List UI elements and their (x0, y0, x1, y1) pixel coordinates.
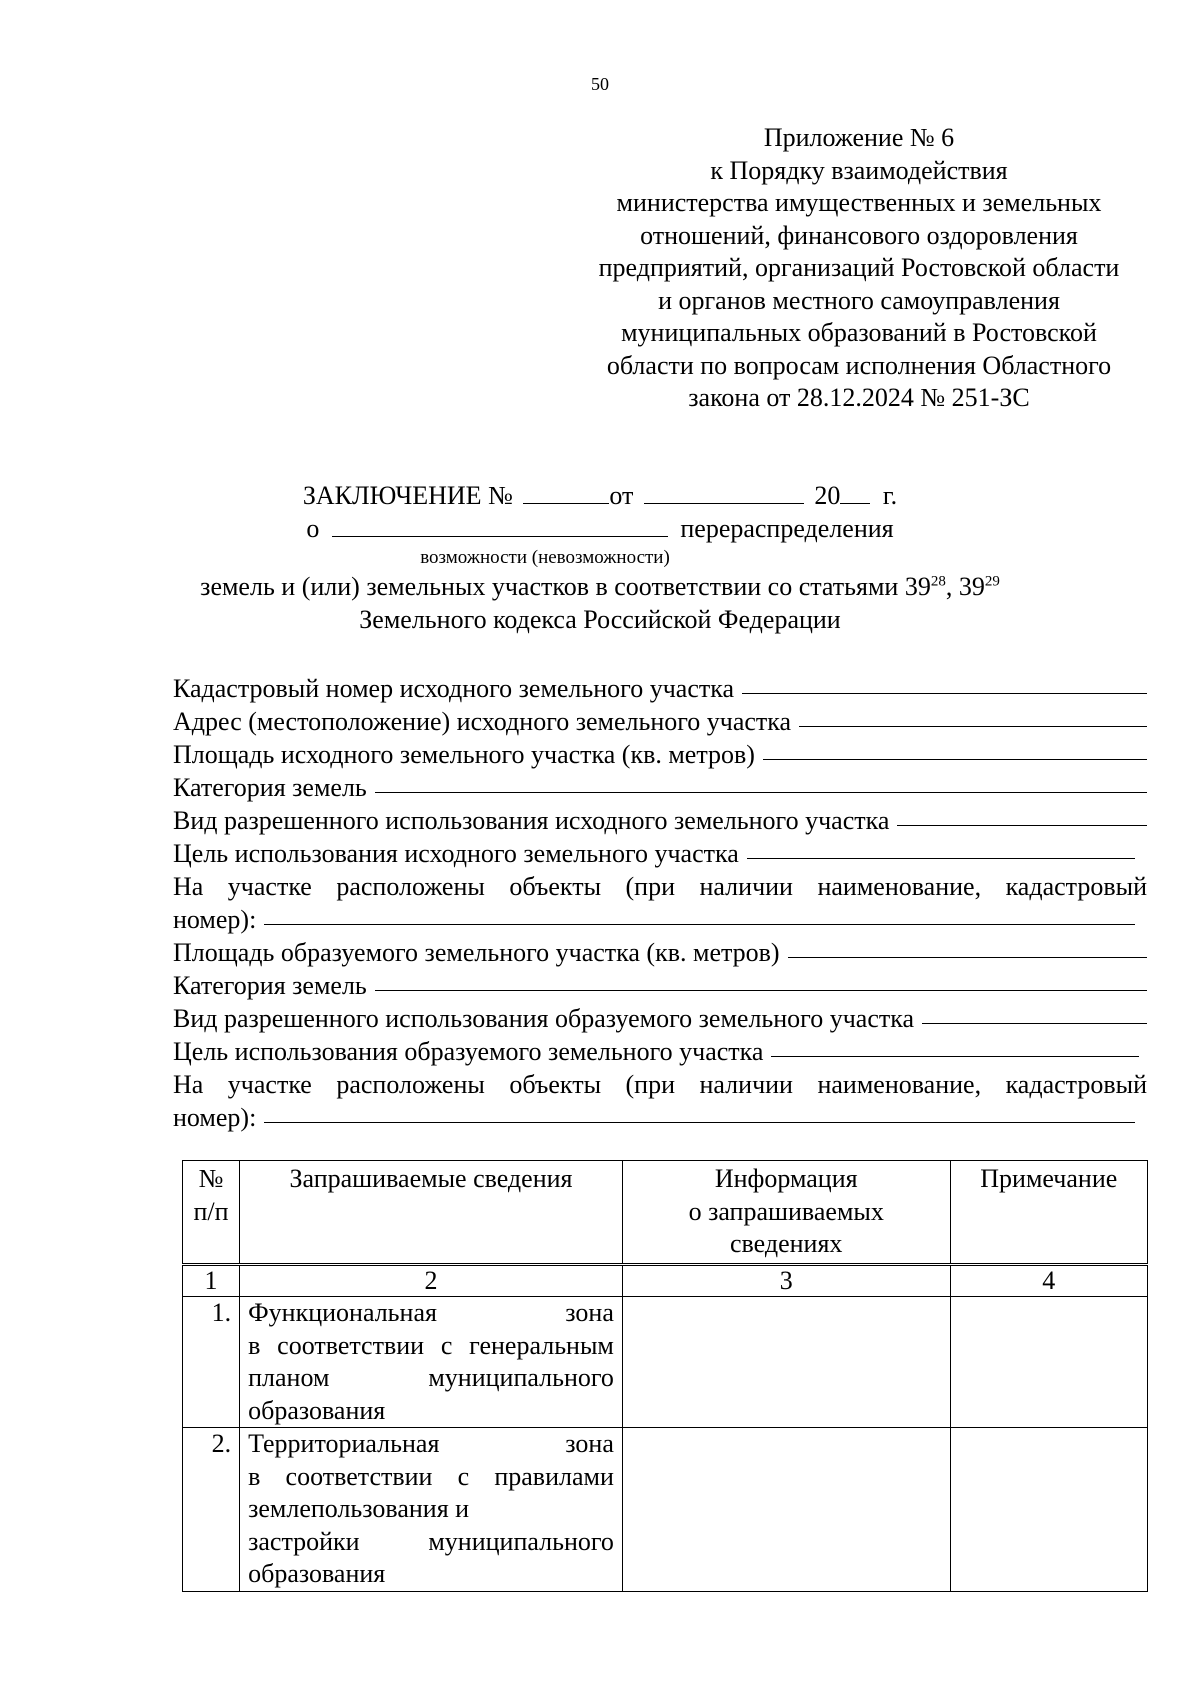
conclusion-title-line-2 (0, 512, 1200, 545)
fields-block (173, 672, 1147, 1134)
field-blank[interactable] (771, 1056, 1139, 1057)
annex-line: предприятий, организаций Ростовской области (598, 253, 1120, 282)
field-row (173, 1035, 1147, 1068)
annex-line: области по вопросам исполнения Областного (606, 350, 1112, 380)
field-row (173, 903, 1147, 936)
table-row (183, 1428, 1148, 1592)
header-num (183, 1161, 240, 1265)
col-number: 3 (622, 1265, 950, 1297)
conclusion-line-4: Земельного кодекса Российской Федерации (359, 605, 841, 634)
header-note: Примечание (950, 1161, 1147, 1265)
conclusion-line-3 (0, 570, 1200, 603)
conclusion-title (0, 479, 1200, 545)
field-label: Площадь исходного земельного участка (кв. метров) (173, 740, 755, 769)
field-row (173, 672, 1147, 705)
year-suffix: г. (882, 481, 898, 510)
row-requested (240, 1297, 623, 1428)
field-label: Цель использования исходного земельного участка (173, 839, 739, 868)
row-note-cell[interactable] (950, 1428, 1147, 1592)
field-row (173, 804, 1147, 837)
redistribution-word: перераспределения (680, 514, 894, 543)
field-blank[interactable] (788, 957, 1147, 958)
conclusion-title-line-1 (0, 479, 1200, 512)
possibility-hint: возможности (невозможности) (420, 547, 670, 568)
field-blank[interactable] (742, 693, 1147, 694)
info-table (182, 1160, 1148, 1592)
field-blank[interactable] (375, 990, 1147, 991)
field-label: Цель использования образуемого земельного участка (173, 1037, 764, 1066)
annex-line: отношений, финансового оздоровления (640, 220, 1078, 250)
field-label: Адрес (местоположение) исходного земельного участка (173, 707, 792, 736)
row-note-cell[interactable] (950, 1297, 1147, 1428)
annex-line: муниципальных образований в Ростовской (621, 318, 1097, 347)
field-blank[interactable] (922, 1023, 1147, 1024)
annex-line: министерства имущественных и земельных (616, 188, 1102, 217)
table-header-row (183, 1161, 1148, 1265)
conclusion-heading: ЗАКЛЮЧЕНИЕ № (302, 481, 513, 510)
year-prefix: 20 (814, 481, 841, 510)
page-number: 50 (591, 74, 609, 94)
row-line: Функциональная зона (248, 1298, 614, 1327)
field-label: Кадастровый номер исходного земельного участка (173, 674, 734, 703)
sup-28: 28 (930, 573, 946, 590)
field-row (173, 1002, 1147, 1035)
annex-line: закона от 28.12.2024 № 251-ЗС (688, 383, 1030, 412)
col-number: 4 (950, 1265, 1147, 1297)
possibility-blank[interactable] (332, 512, 668, 537)
field-label: Вид разрешенного использования образуемого земельного участка (173, 1004, 914, 1033)
row-line: планом муниципального (248, 1363, 614, 1392)
field-label: Площадь образуемого земельного участка (кв. метров) (173, 938, 780, 967)
field-blank[interactable] (747, 858, 1135, 859)
field-row (173, 1101, 1147, 1134)
annex-line: к Порядку взаимодействия (710, 155, 1008, 185)
row-line: Территориальная зона (248, 1429, 614, 1458)
row-line: образования (248, 1559, 386, 1588)
field-blank[interactable] (799, 726, 1147, 727)
row-info-cell[interactable] (622, 1297, 950, 1428)
row-line: в соответствии с генеральным (248, 1330, 614, 1360)
row-requested (240, 1428, 623, 1592)
field-label: номер): (173, 1103, 257, 1132)
field-label-justified: На участке расположены объекты (при наличии наименование, кадастровый (173, 872, 1147, 901)
header-num-line: № (198, 1164, 224, 1193)
line3-sep: , 39 (945, 572, 985, 601)
field-blank[interactable] (264, 1122, 1135, 1123)
row-info-cell[interactable] (622, 1428, 950, 1592)
o-word: о (306, 514, 320, 543)
field-blank[interactable] (264, 924, 1135, 925)
table-row (183, 1297, 1148, 1428)
annex-line: и органов местного самоуправления (658, 285, 1060, 315)
annex-line: Приложение № 6 (763, 123, 955, 152)
row-line: в соответствии с правилами (248, 1461, 614, 1491)
annex-header (570, 122, 1148, 415)
field-row (173, 738, 1147, 771)
header-info (622, 1161, 950, 1265)
header-info-line: Информация (714, 1164, 858, 1193)
field-blank[interactable] (763, 759, 1147, 760)
header-requested: Запрашиваемые сведения (240, 1161, 623, 1265)
number-blank[interactable] (523, 479, 609, 504)
row-number: 2. (183, 1428, 240, 1592)
field-blank[interactable] (375, 792, 1147, 793)
col-number: 2 (240, 1265, 623, 1297)
table-numbers-row (183, 1265, 1148, 1297)
date-blank[interactable] (644, 479, 804, 504)
conclusion-subtitle (0, 570, 1200, 636)
line3-text: земель и (или) земельных участков в соответствии со статьями 39 (200, 572, 931, 601)
sup-29: 29 (984, 573, 1000, 590)
header-info-line: о запрашиваемых (688, 1196, 884, 1226)
row-number: 1. (183, 1297, 240, 1428)
field-row (173, 837, 1147, 870)
field-blank[interactable] (897, 825, 1147, 826)
field-label: номер): (173, 905, 257, 934)
field-label: Категория земель (173, 773, 367, 802)
header-num-line: п/п (193, 1196, 229, 1226)
row-line: застройки муниципального (248, 1526, 614, 1556)
field-label: Вид разрешенного использования исходного земельного участка (173, 806, 890, 835)
year-blank[interactable] (840, 479, 870, 504)
row-line: образования (248, 1395, 386, 1425)
field-row (173, 936, 1147, 969)
field-row (173, 969, 1147, 1002)
row-line: землепользования и (248, 1494, 470, 1523)
field-row (173, 705, 1147, 738)
field-label-justified: На участке расположены объекты (при наличии наименование, кадастровый (173, 1070, 1147, 1099)
col-number: 1 (183, 1265, 240, 1297)
from-word: от (609, 481, 634, 510)
field-row (173, 771, 1147, 804)
field-label: Категория земель (173, 971, 367, 1000)
header-info-line: сведениях (730, 1229, 843, 1258)
